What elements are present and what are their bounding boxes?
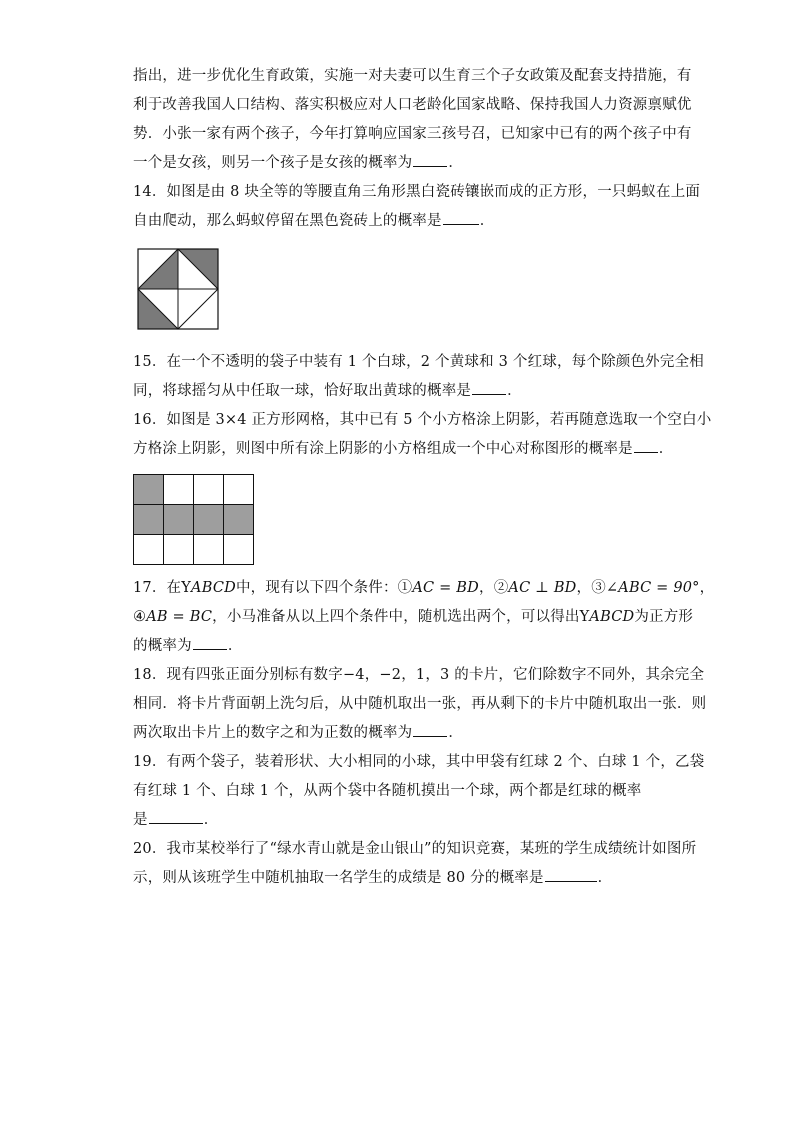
q18-line-2: 相同．将卡片背面朝上洗匀后，从中随机取出一张，再从剩下的卡片中随机取出一张．则	[133, 696, 707, 712]
q15-answer-blank[interactable]	[472, 380, 506, 395]
question-16	[133, 406, 712, 574]
q15-line-2-end: ．	[507, 383, 522, 399]
q17-condition-2-marker: ②	[493, 580, 509, 596]
q13-answer-blank[interactable]	[413, 152, 447, 167]
q20-line-2-end: ．	[597, 870, 613, 886]
q15-line-2	[133, 377, 673, 406]
q17-condition-4-marker: ④	[133, 609, 147, 625]
q17-condition-1: AC = BD	[412, 580, 479, 596]
q13-line-4-end: ．	[448, 155, 464, 171]
grid-cell-shaded	[224, 505, 254, 535]
q19-line-2: 有红球 1 个、白球 1 个，从两个袋中各随机摸出一个球，两个都是红球的概率	[133, 783, 642, 799]
q17-line-2	[133, 603, 694, 632]
grid-cell-shaded	[164, 505, 194, 535]
q18-line-3	[133, 719, 673, 748]
q13-line-2: 利于改善我国人口结构、落实积极应对人口老龄化国家战略、保持我国人力资源禀赋优	[133, 97, 692, 113]
q13-line-4-text: 一个是女孩，则另一个孩子是女孩的概率为	[133, 155, 413, 171]
grid-cell-blank	[134, 535, 164, 565]
grid-cell-shaded	[134, 475, 164, 505]
q14-line-1: 14．如图是由 8 块全等的等腰直角三角形黑白瓷砖镶嵌而成的正方形，一只蚂蚁在上面	[133, 184, 701, 200]
q19-line-3	[133, 806, 673, 835]
tile-square-figure	[137, 248, 219, 330]
q13-line-1: 指出，进一步优化生育政策，实施一对夫妻可以生育三个子女政策及配套支持措施，有	[133, 68, 692, 84]
q16-line-2-text: 方格涂上阴影，则图中所有涂上阴影的小方格组成一个中心对称图形的概率是	[133, 441, 633, 457]
q18-line-3-text: 两次取出卡片上的数字之和为正数的概率为	[133, 725, 413, 741]
grid-cell-blank	[224, 535, 254, 565]
question-19	[133, 748, 705, 835]
q13-line-3: 势．小张一家有两个孩子，今年打算响应国家三孩号召，已知家中已有的两个孩子中有	[133, 126, 692, 142]
q18-line-3-end: ．	[448, 725, 464, 741]
q17-condition-intro: 中，现有以下四个条件：	[235, 580, 398, 596]
q16-answer-blank[interactable]	[634, 438, 658, 453]
q20-line-2	[133, 864, 673, 893]
q16-line-2-end: ．	[658, 441, 674, 457]
q17-condition-3: ∠ABC = 90°	[605, 580, 700, 596]
q17-separator-3: ，	[699, 580, 715, 596]
q17-answer-blank[interactable]	[193, 635, 227, 650]
question-15	[133, 348, 704, 406]
grid-cell-blank	[164, 535, 194, 565]
q17-line-3-end: ．	[227, 638, 243, 654]
grid-3x4	[133, 474, 254, 565]
q17-condition-4: AB = BC	[146, 609, 213, 625]
q19-answer-blank[interactable]	[149, 809, 203, 824]
question-20	[133, 835, 697, 893]
question-18	[133, 661, 707, 748]
grid-cell-blank	[224, 475, 254, 505]
q17-condition-3-marker: ③	[591, 580, 606, 596]
q20-line-1: 20．我市某校举行了“绿水青山就是金山银山”的知识竞赛，某班的学生成绩统计如图所	[133, 841, 697, 857]
question-14	[133, 178, 701, 348]
q17-condition-2: AC ⊥ BD	[508, 580, 577, 596]
q14-figure	[133, 236, 673, 348]
q14-line-2-end: ．	[479, 213, 495, 229]
q17-prefix: 17．在	[133, 580, 182, 596]
q17-separator-2: ，	[576, 580, 592, 596]
grid-cell-shaded	[134, 505, 164, 535]
question-13-continued	[133, 62, 692, 178]
q18-answer-blank[interactable]	[413, 722, 447, 737]
q14-line-2-text: 自由爬动，那么蚂蚁停留在黑色瓷砖上的概率是	[133, 213, 442, 229]
q15-line-1: 15．在一个不透明的袋子中装有 1 个白球，2 个黄球和 3 个红球，每个除颜色外完全相	[133, 354, 704, 370]
q17-condition-1-marker: ①	[397, 580, 413, 596]
q17-line-2-end: 为正方形	[634, 609, 694, 625]
q17-line-3	[133, 632, 673, 661]
q17-separator-1: ，	[479, 580, 494, 596]
q17-line-1	[133, 574, 715, 603]
q20-answer-blank[interactable]	[545, 867, 597, 882]
question-17	[133, 574, 715, 661]
q17-parallelogram-symbol: Y	[181, 580, 192, 596]
q15-line-2-text: 同，将球摇匀从中任取一球，恰好取出黄球的概率是	[133, 383, 472, 399]
q14-line-2	[133, 207, 673, 236]
q16-line-1: 16．如图是 3×4 正方形网格，其中已有 5 个小方格涂上阴影，若再随意选取一个空白小	[133, 412, 712, 428]
grid-cell-blank	[194, 475, 224, 505]
grid-cell-blank	[194, 535, 224, 565]
q17-figure-name: ABCD	[191, 580, 236, 596]
q19-line-3-text: 是	[133, 812, 148, 828]
grid-cell-blank	[164, 475, 194, 505]
grid-cell-shaded	[194, 505, 224, 535]
q20-line-2-text: 示，则从该班学生中随机抽取一名学生的成绩是 80 分的概率是	[133, 870, 544, 886]
q14-answer-blank[interactable]	[443, 210, 479, 225]
q17-line-2-text: ，小马准备从以上四个条件中，随机选出两个，可以得出	[212, 609, 580, 625]
q17-parallelogram-symbol-2: Y	[579, 609, 590, 625]
q17-figure-name-2: ABCD	[589, 609, 635, 625]
q19-line-1: 19．有两个袋子，装着形状、大小相同的小球，其中甲袋有红球 2 个、白球 1 个，乙袋	[133, 754, 705, 770]
q16-figure	[133, 464, 673, 574]
question-page	[133, 62, 715, 893]
q13-line-4	[133, 149, 673, 178]
q16-line-2	[133, 435, 673, 464]
q19-line-3-end: ．	[203, 812, 219, 828]
q17-line-3-text: 的概率为	[133, 638, 192, 654]
q18-line-1: 18．现有四张正面分别标有数字−4，−2，1，3 的卡片，它们除数字不同外，其余完全	[133, 667, 705, 683]
